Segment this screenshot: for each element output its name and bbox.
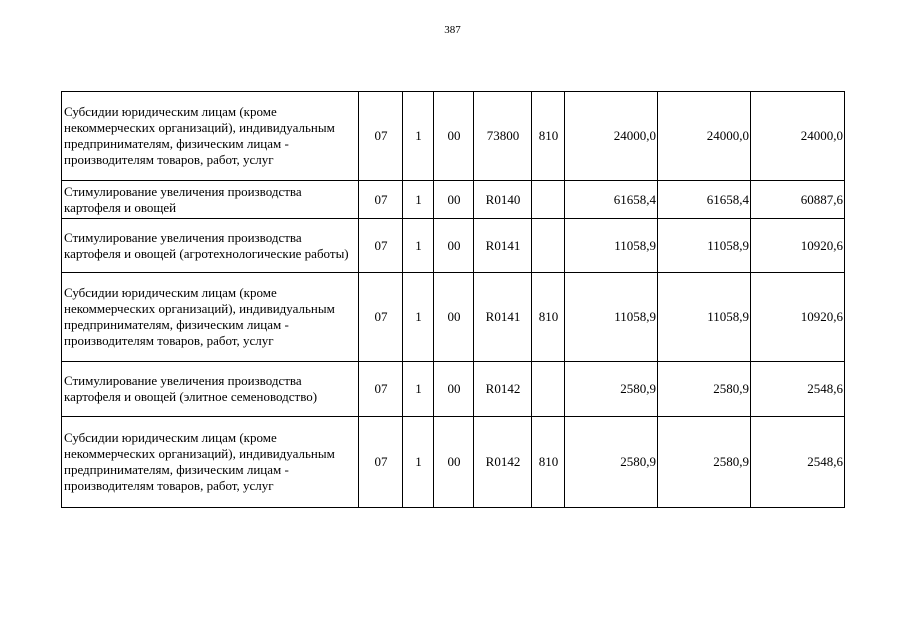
- section-code: 07: [359, 273, 403, 362]
- subsection-code: 1: [403, 417, 434, 508]
- table-row: [62, 273, 845, 362]
- table-row: [62, 417, 845, 508]
- subsection-code: 1: [403, 181, 434, 219]
- amount-year-1: 61658,4: [565, 181, 658, 219]
- row-name: Стимулирование увеличения производства картофеля и овощей (элитное семеноводство): [62, 362, 359, 417]
- row-name: Субсидии юридическим лицам (кроме некоммерческих организаций), индивидуальным предпринимателям, физическим лицам - производителям товаров, работ, услуг: [62, 92, 359, 181]
- amount-year-2: 61658,4: [658, 181, 751, 219]
- target-code: R0140: [474, 181, 532, 219]
- target-code: R0141: [474, 273, 532, 362]
- section-code: 07: [359, 92, 403, 181]
- row-name: Субсидии юридическим лицам (кроме некоммерческих организаций), индивидуальным предпринимателям, физическим лицам - производителям товаров, работ, услуг: [62, 417, 359, 508]
- amount-year-2: 11058,9: [658, 273, 751, 362]
- table-row: [62, 92, 845, 181]
- program-code: 00: [434, 92, 474, 181]
- expense-type: [532, 219, 565, 273]
- amount-year-2: 2580,9: [658, 362, 751, 417]
- amount-year-1: 11058,9: [565, 219, 658, 273]
- table-row: [62, 362, 845, 417]
- section-code: 07: [359, 417, 403, 508]
- subsection-code: 1: [403, 219, 434, 273]
- section-code: 07: [359, 181, 403, 219]
- amount-year-3: 10920,6: [751, 273, 845, 362]
- amount-year-3: 60887,6: [751, 181, 845, 219]
- target-code: R0142: [474, 362, 532, 417]
- amount-year-3: 10920,6: [751, 219, 845, 273]
- expense-type: [532, 181, 565, 219]
- amount-year-1: 11058,9: [565, 273, 658, 362]
- expense-type: 810: [532, 417, 565, 508]
- amount-year-3: 2548,6: [751, 417, 845, 508]
- program-code: 00: [434, 417, 474, 508]
- row-name: Субсидии юридическим лицам (кроме некоммерческих организаций), индивидуальным предпринимателям, физическим лицам - производителям товаров, работ, услуг: [62, 273, 359, 362]
- program-code: 00: [434, 273, 474, 362]
- subsection-code: 1: [403, 92, 434, 181]
- subsection-code: 1: [403, 362, 434, 417]
- amount-year-2: 24000,0: [658, 92, 751, 181]
- amount-year-1: 2580,9: [565, 362, 658, 417]
- target-code: R0141: [474, 219, 532, 273]
- page-number: 387: [444, 24, 461, 36]
- target-code: R0142: [474, 417, 532, 508]
- amount-year-3: 2548,6: [751, 362, 845, 417]
- row-name: Стимулирование увеличения производства картофеля и овощей: [62, 181, 359, 219]
- row-name: Стимулирование увеличения производства картофеля и овощей (агротехнологические работы): [62, 219, 359, 273]
- amount-year-3: 24000,0: [751, 92, 845, 181]
- expense-type: 810: [532, 92, 565, 181]
- expense-type: [532, 362, 565, 417]
- program-code: 00: [434, 362, 474, 417]
- section-code: 07: [359, 362, 403, 417]
- table-row: [62, 219, 845, 273]
- budget-table: [61, 91, 845, 508]
- subsection-code: 1: [403, 273, 434, 362]
- amount-year-1: 24000,0: [565, 92, 658, 181]
- program-code: 00: [434, 181, 474, 219]
- amount-year-2: 2580,9: [658, 417, 751, 508]
- expense-type: 810: [532, 273, 565, 362]
- table-row: [62, 181, 845, 219]
- amount-year-2: 11058,9: [658, 219, 751, 273]
- target-code: 73800: [474, 92, 532, 181]
- program-code: 00: [434, 219, 474, 273]
- section-code: 07: [359, 219, 403, 273]
- amount-year-1: 2580,9: [565, 417, 658, 508]
